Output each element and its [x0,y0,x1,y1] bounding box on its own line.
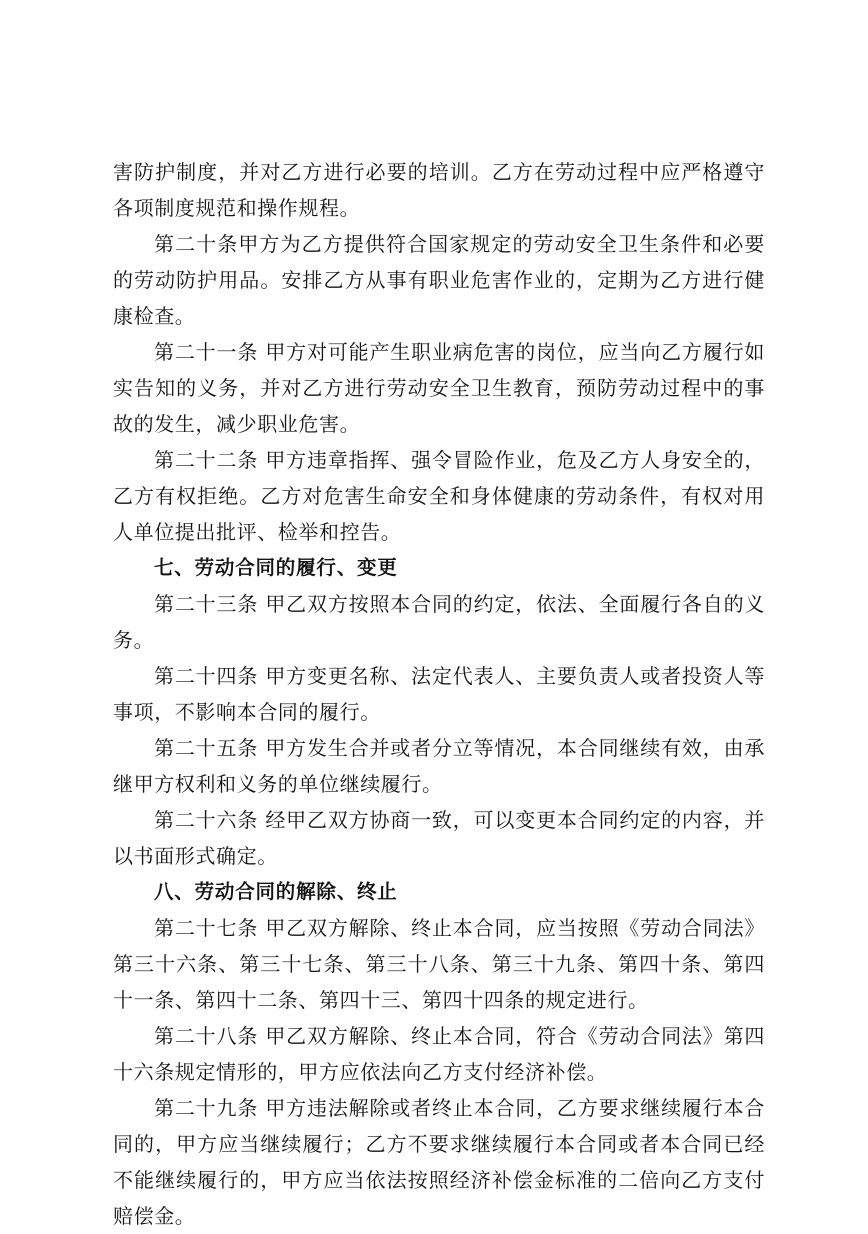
paragraph-article-24: 第二十四条 甲方变更名称、法定代表人、主要负责人或者投资人等事项，不影响本合同的履行。 [113,664,765,724]
paragraph-article-21: 第二十一条 甲方对可能产生职业病危害的岗位，应当向乙方履行如实告知的义务，并对乙方进行劳动安全卫生教育，预防劳动过程中的事故的发生，减少职业危害。 [113,340,765,436]
paragraph-article-20: 第二十条甲方为乙方提供符合国家规定的劳动安全卫生条件和必要的劳动防护用品。安排乙方从事有职业危害作业的，定期为乙方进行健康检查。 [113,232,765,328]
paragraph-article-25: 第二十五条 甲方发生合并或者分立等情况，本合同继续有效，由承继甲方权利和义务的单位继续履行。 [113,736,765,796]
paragraph-article-22: 第二十二条 甲方违章指挥、强令冒险作业，危及乙方人身安全的，乙方有权拒绝。乙方对危害生命安全和身体健康的劳动条件，有权对用人单位提出批评、检举和控告。 [113,448,765,544]
paragraph-article-23: 第二十三条 甲乙双方按照本合同的约定，依法、全面履行各自的义务。 [113,592,765,652]
paragraph-article-27: 第二十七条 甲乙双方解除、终止本合同，应当按照《劳动合同法》第三十六条、第三十七条、第三十八条、第三十九条、第四十条、第四十一条、第四十二条、第四十三、第四十四条的规定进行。 [113,916,765,1012]
paragraph-article-26: 第二十六条 经甲乙双方协商一致，可以变更本合同约定的内容，并以书面形式确定。 [113,808,765,868]
section-heading-8: 八、劳动合同的解除、终止 [154,880,398,903]
paragraph-article-29: 第二十九条 甲方违法解除或者终止本合同，乙方要求继续履行本合同的，甲方应当继续履行；乙方不要求继续履行本合同或者本合同已经不能继续履行的，甲方应当依法按照经济补偿金标准的二倍向乙方支付赔偿金。 [113,1096,765,1228]
paragraph-article-28: 第二十八条 甲乙双方解除、终止本合同，符合《劳动合同法》第四十六条规定情形的，甲方应依法向乙方支付经济补偿。 [113,1024,765,1084]
document-body [113,154,765,1234]
section-heading-7: 七、劳动合同的履行、变更 [154,556,398,579]
paragraph-continued: 害防护制度，并对乙方进行必要的培训。乙方在劳动过程中应严格遵守各项制度规范和操作规程。 [113,160,765,220]
